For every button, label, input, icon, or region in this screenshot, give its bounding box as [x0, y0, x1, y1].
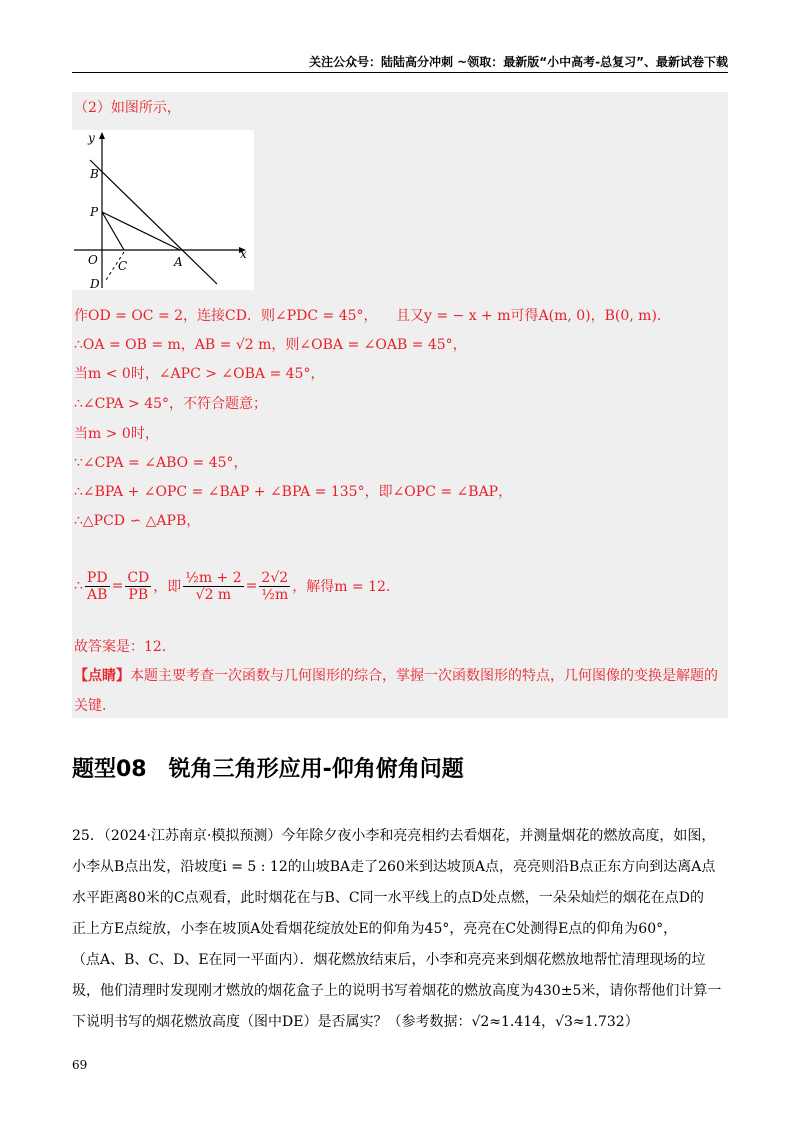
comment-line-1: [74, 666, 718, 686]
line-y-equals-neg-x-plus-m: [90, 160, 217, 284]
label-D: D: [90, 277, 100, 290]
comment-tag: 【点睛】: [74, 668, 130, 684]
line7-a: ∴∠BPA + ∠OPC = ∠BAP + ∠BPA = 135°，: [74, 484, 379, 500]
f4-den: ½m: [261, 586, 289, 603]
segment-PA: [102, 212, 180, 250]
f3-den: √2 m: [195, 586, 232, 603]
solution-line-3: 当m < 0时，∠APC > ∠OBA = 45°，: [74, 366, 325, 382]
fraction-PD-AB: [85, 570, 110, 603]
line9-eq: =: [111, 578, 124, 594]
line9-prefix: ∴: [74, 578, 83, 594]
solution-line-7: [74, 482, 512, 502]
label-B: B: [90, 167, 99, 181]
label-x: x: [240, 247, 247, 261]
f2-den: PB: [128, 586, 149, 603]
problem-line-3: 水平距离80米的C点观看，此时烟花在与B、C同一水平线上的点D处点燃，一朵朵灿烂的烟花在点D的: [72, 890, 704, 906]
comment-text-1: 本题主要考查一次函数与几何图形的综合，掌握一次函数图形的特点，几何图像的变换是解题的: [130, 668, 718, 684]
problem-line-4: 正上方E点绽放，小李在坡顶A处看烟花绽放处E的仰角为45°，亮亮在C处测得E点的仰角为60°，: [72, 921, 678, 937]
solution-line-5: 当m > 0时，: [74, 426, 159, 442]
line4-a: ∴∠CPA > 45°，: [74, 396, 184, 412]
y-axis-arrow: [99, 132, 105, 139]
fraction-left: [183, 570, 243, 603]
problem-line-6: 圾，他们清理时发现刚才燃放的烟花盒子上的说明书写着烟花的燃放高度为430±5米，请你帮他们计算一: [72, 983, 722, 999]
fraction-right: [259, 570, 290, 603]
f1-num: PD: [86, 569, 108, 586]
solution-line-8: ∴△PCD ∽ △APB，: [74, 513, 201, 529]
f1-den: AB: [87, 586, 108, 603]
page-number: 69: [72, 1058, 88, 1072]
fraction-CD-PB: [125, 570, 151, 603]
label-y: y: [88, 131, 95, 145]
coordinate-graph: [72, 130, 254, 290]
label-O: O: [88, 253, 98, 267]
solution-line-9: [74, 548, 400, 624]
line9-result: ，解得m = 12．: [292, 579, 400, 595]
line2-b: 则∠OBA = ∠OAB = 45°，: [285, 337, 467, 353]
section-title: 题型08 锐角三角形应用-仰角俯角问题: [72, 757, 464, 782]
problem-line-1: 25．（2024·江苏南京·模拟预测）今年除夕夜小李和亮亮相约去看烟花，并测量烟花的燃放高度，如图，: [72, 828, 716, 844]
f3-num: ½m + 2: [185, 569, 242, 586]
line1-a: 作OD = OC = 2，连接CD．则∠PDC = 45°，: [74, 308, 378, 324]
line1-b: 且又y = − x + m可得A(m, 0)，B(0, m)．: [395, 308, 671, 324]
answer-line: 故答案是：12．: [74, 639, 176, 655]
label-P: P: [90, 205, 99, 219]
page-header: [72, 50, 728, 73]
comment-line-2: 关键．: [74, 698, 116, 714]
line9-eq2: =: [245, 578, 258, 594]
label-C: C: [118, 259, 128, 273]
f2-num: CD: [127, 569, 150, 586]
line7-b: 即∠OPC = ∠BAP，: [378, 484, 513, 500]
line9-ji: ，即: [153, 579, 182, 595]
line4-b: 不符合题意；: [183, 396, 268, 412]
solution-line-4: [74, 394, 267, 414]
header-text: 关注公众号：陆陆高分冲刺 ~领取：最新版“小中高考-总复习”、最新试卷下载: [309, 55, 728, 69]
label-A: A: [174, 255, 183, 269]
problem-line-7: 下说明书写的烟花燃放高度（图中DE）是否属实？（参考数据：√2≈1.414，√3≈1.732）: [72, 1014, 639, 1030]
problem-line-5: （点A、B、C、D、E在同一平面内）．烟花燃放结束后，小李和亮亮来到烟花燃放地帮忙清理现场的垃: [72, 952, 706, 968]
graph-svg: [72, 130, 254, 290]
line2-a: ∴OA = OB = m，AB = √2 m，: [74, 337, 286, 353]
solution-line-1: [74, 306, 671, 326]
f4-num: 2√2: [259, 570, 290, 587]
solution-line-6: ∵∠CPA = ∠ABO = 45°，: [74, 455, 248, 471]
solution-line-2: [74, 335, 467, 355]
part-label: （2）如图所示，: [74, 100, 181, 116]
problem-line-2: 小李从B点出发，沿坡度i = 5 : 12的山坡BA走了260米到达坡顶A点，亮亮则沿B点正东方向到达离A点: [72, 859, 716, 875]
